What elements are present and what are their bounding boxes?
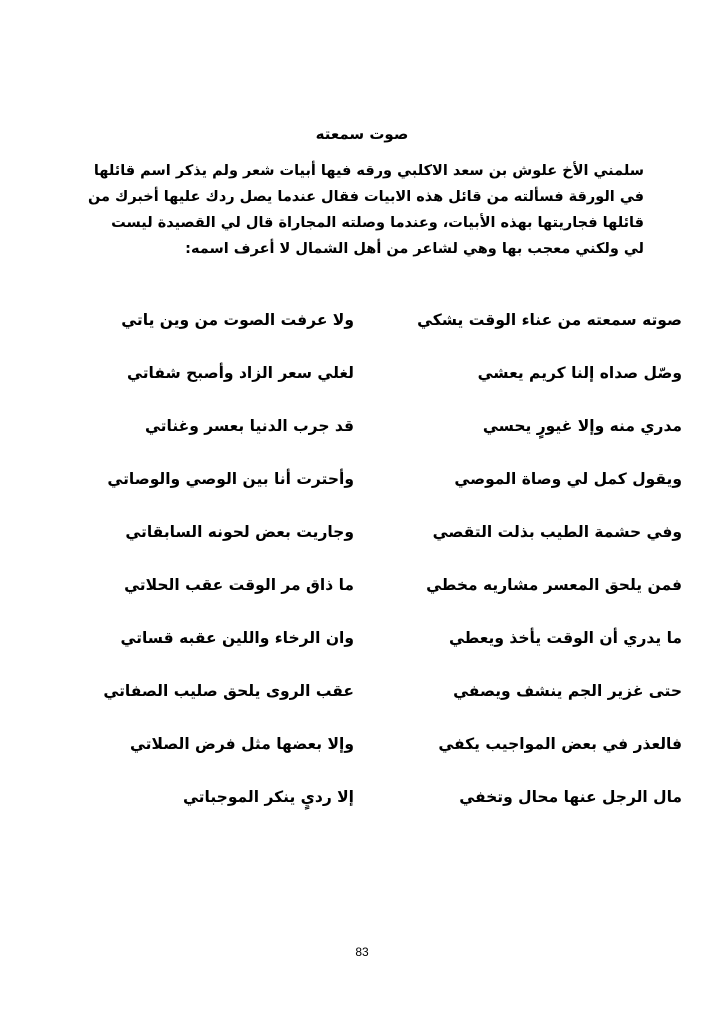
verse-row — [82, 520, 682, 573]
verse-first-hemistich: صوته سمعته من عناء الوقت يشكي — [417, 311, 682, 329]
verse-first-hemistich: ما يدري أن الوقت يأخذ ويعطي — [449, 629, 682, 647]
intro-line: سلمني الأخ علوش بن سعد الاكلبي ورقه فيها أبيات شعر ولم يذكر اسم قائلها — [93, 163, 644, 179]
page-number: 83 — [355, 945, 369, 959]
verse-second-hemistich: وإلا بعضها مثل فرض الصلاتي — [129, 735, 354, 753]
verse-first-hemistich: ويقول كمل لي وصاة الموصي — [454, 470, 682, 488]
verse-row — [82, 573, 682, 626]
verse-first-hemistich: فالعذر في بعض المواجيب يكفي — [438, 735, 682, 753]
verse-row — [82, 732, 682, 785]
intro-line: في الورقة فسألته من قائل هذه الابيات فقال عندما يصل ردك عليها أخبرك من — [87, 189, 644, 205]
intro-paragraph — [87, 158, 644, 262]
verse-first-hemistich: مدري منه وإلا غيورٍ يحسي — [482, 417, 682, 435]
intro-line: لي ولكني معجب بها وهي لشاعر من أهل الشمال لا أعرف اسمه: — [185, 241, 644, 257]
verse-row — [82, 785, 682, 838]
verse-second-hemistich: إلا رديٍ ينكر الموجباتي — [183, 788, 354, 806]
verse-first-hemistich: مال الرجل عنها محال وتخفي — [459, 788, 682, 806]
poem-title: صوت سمعته — [315, 125, 409, 143]
verse-first-hemistich: حتى غزير الجم ينشف ويصفي — [453, 682, 682, 700]
verse-row — [82, 679, 682, 732]
verse-second-hemistich: قد جرب الدنيا بعسر وغناتي — [145, 417, 354, 435]
verse-row — [82, 308, 682, 361]
verse-first-hemistich: فمن يلحق المعسر مشاريه مخطي — [426, 576, 682, 594]
verse-row — [82, 361, 682, 414]
verse-second-hemistich: وأحترت أنا بين الوصي والوصاتي — [107, 470, 354, 488]
verse-second-hemistich: لغلي سعر الزاد وأصبح شفاتي — [127, 364, 354, 382]
verse-second-hemistich: وان الرخاء واللين عقبه قساتي — [120, 629, 354, 647]
verse-first-hemistich: وفي حشمة الطيب بذلت التقصي — [432, 523, 682, 541]
intro-line: قائلها فجاريتها بهذه الأبيات، وعندما وصلته المجاراة قال لي القصيدة ليست — [111, 215, 644, 231]
verse-first-hemistich: وصّل صداه إلنا كريم يعشي — [477, 364, 682, 382]
verse-row — [82, 414, 682, 467]
verse-second-hemistich: وجاريت بعض لحونه السابقاتي — [125, 523, 354, 541]
verse-second-hemistich: ما ذاق مر الوقت عقب الحلاتي — [124, 576, 354, 594]
verse-row — [82, 467, 682, 520]
verse-second-hemistich: عقب الروى يلحق صليب الصفاتي — [103, 682, 354, 700]
poem-verses — [82, 308, 682, 838]
verse-second-hemistich: ولا عرفت الصوت من وين ياتي — [121, 311, 354, 329]
verse-row — [82, 626, 682, 679]
